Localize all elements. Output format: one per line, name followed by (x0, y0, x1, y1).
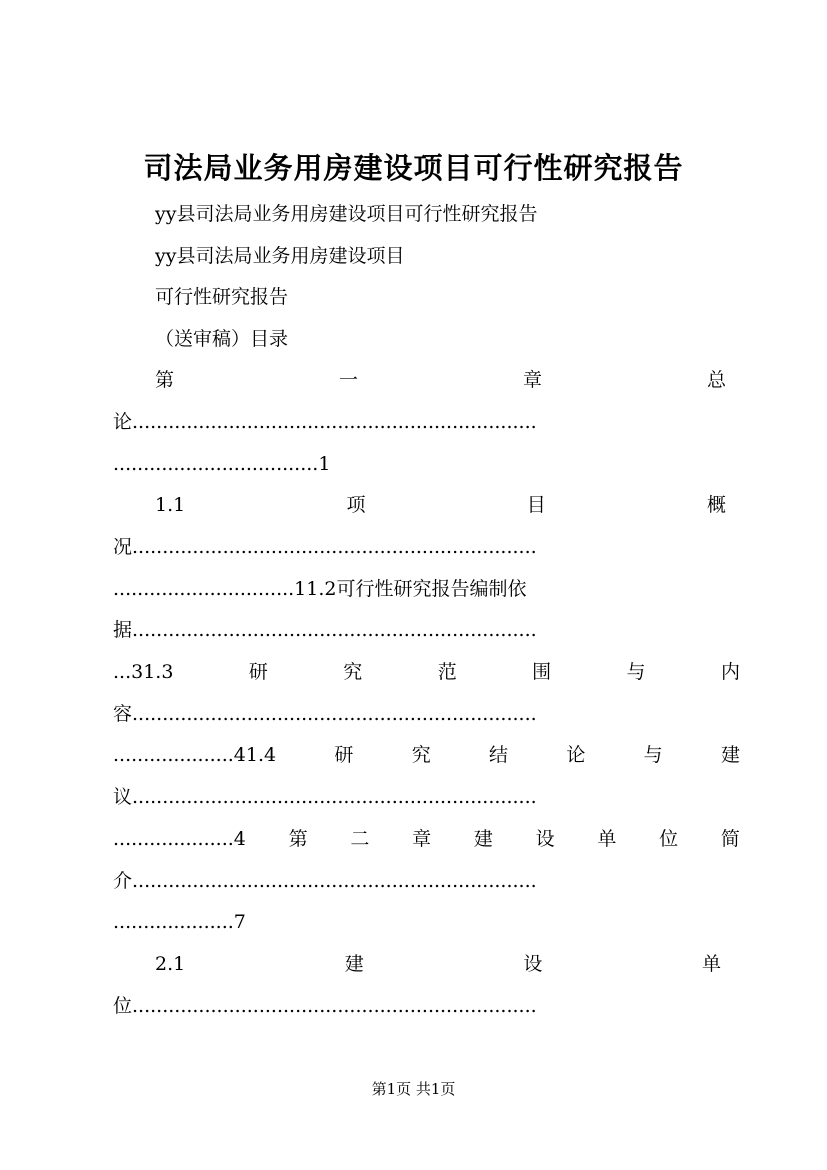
subtitle-project: yy县司法局业务用房建设项目 (155, 245, 405, 267)
subtitle-full: yy县司法局业务用房建设项目可行性研究报告 (155, 203, 538, 225)
toc-word: 研 (334, 744, 354, 766)
toc-section-1-2-heading: ..............................11.2可行性研究报告编制依 (113, 578, 527, 600)
toc-word: 总 (706, 369, 726, 391)
toc-word: 目 (526, 494, 546, 516)
toc-section-2-1-leader: 位................................................................... (113, 995, 537, 1017)
toc-word: 论 (566, 744, 586, 766)
toc-section-1-4-heading (113, 743, 740, 767)
toc-word: 围 (532, 661, 552, 683)
document-title: 司法局业务用房建设项目可行性研究报告 (143, 151, 684, 185)
toc-word: 单 (597, 828, 617, 850)
toc-word: 第 (155, 369, 175, 391)
toc-word: 研 (248, 661, 268, 683)
toc-chapter2-leader: 介................................................................... (113, 870, 537, 892)
toc-word: ...31.3 (113, 661, 174, 683)
toc-word: 结 (489, 744, 509, 766)
toc-chapter1-heading (155, 368, 726, 392)
toc-word: 2.1 (155, 953, 186, 975)
toc-word: 设 (535, 828, 555, 850)
toc-word: 范 (437, 661, 457, 683)
toc-section-1-3-heading (113, 660, 740, 684)
toc-chapter1-page: ..................................1 (113, 453, 331, 475)
subtitle-toc: （送审稿）目录 (155, 328, 289, 350)
toc-word: 章 (412, 828, 432, 850)
toc-word: 与 (626, 661, 646, 683)
toc-word: 内 (720, 661, 740, 683)
toc-word: 概 (706, 494, 726, 516)
toc-word: 位 (659, 828, 679, 850)
toc-word: 简 (720, 828, 740, 850)
toc-word: 究 (343, 661, 363, 683)
toc-word: 究 (411, 744, 431, 766)
toc-chapter1-leader: 论................................................................... (113, 411, 537, 433)
toc-word: ....................4 (113, 828, 246, 850)
toc-section-1-3-leader: 容................................................................... (113, 703, 537, 725)
toc-word: 项 (346, 494, 366, 516)
toc-section-1-2-leader: 据................................................................... (113, 619, 537, 641)
toc-word: 建 (720, 744, 740, 766)
toc-word: ....................41.4 (113, 744, 277, 766)
toc-section-1-4-leader: 议................................................................... (113, 786, 537, 808)
toc-section-1-1-heading (155, 493, 726, 517)
toc-word: 二 (350, 828, 370, 850)
page-footer: 第1页 共1页 (371, 1080, 456, 1098)
toc-word: 章 (522, 369, 542, 391)
toc-word: 与 (643, 744, 663, 766)
toc-chapter2-page: ....................7 (113, 911, 246, 933)
toc-word: 1.1 (155, 494, 186, 516)
subtitle-report: 可行性研究报告 (155, 286, 289, 308)
toc-word: 设 (523, 953, 543, 975)
toc-chapter2-heading (113, 827, 740, 851)
toc-section-2-1-heading (155, 952, 721, 976)
toc-word: 单 (701, 953, 721, 975)
toc-section-1-1-leader: 况................................................................... (113, 536, 537, 558)
toc-word: 建 (344, 953, 364, 975)
toc-word: 建 (473, 828, 493, 850)
toc-word: 第 (288, 828, 308, 850)
toc-word: 一 (338, 369, 358, 391)
